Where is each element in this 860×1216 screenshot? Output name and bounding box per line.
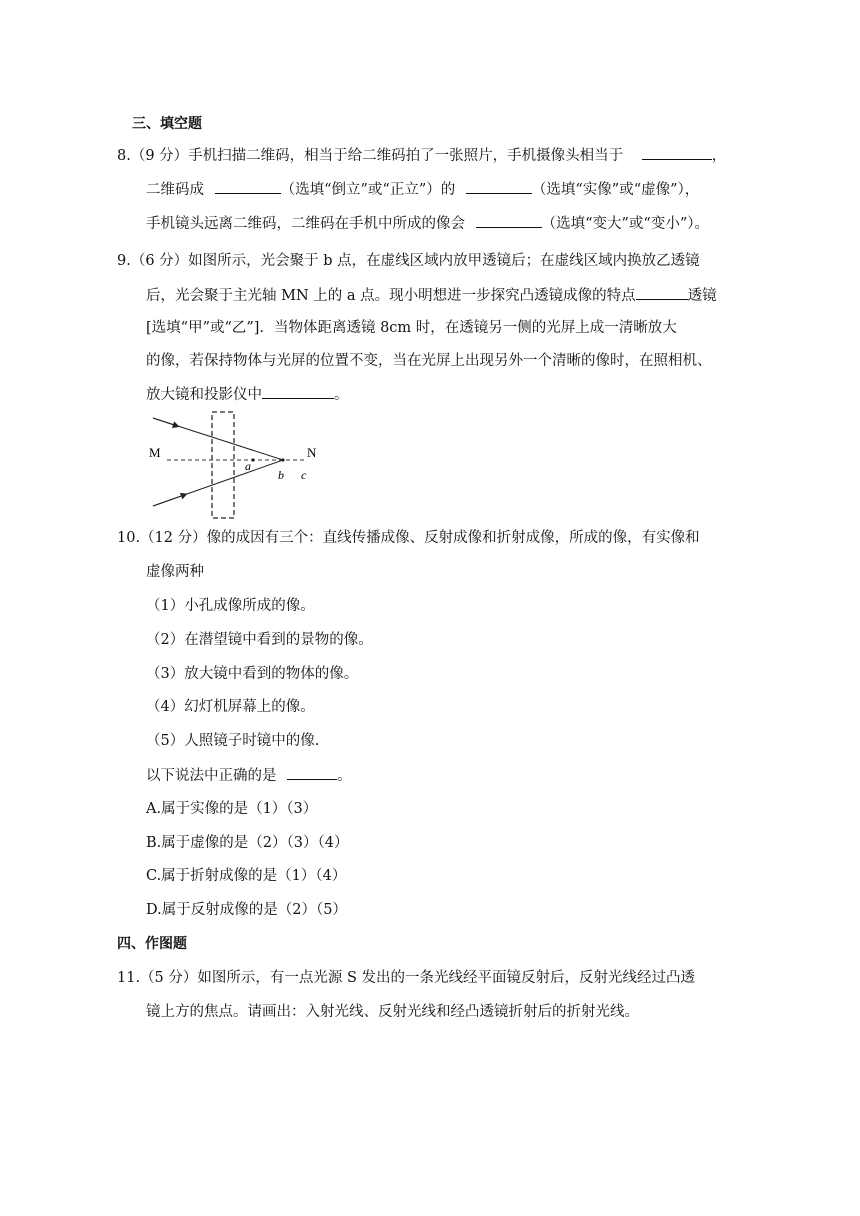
label-a: a	[245, 459, 251, 473]
q9-blank-1[interactable]	[636, 285, 688, 300]
q9-line-1: 9.（6 分）如图所示，光会聚于 b 点，在虚线区域内放甲透镜后；在虚线区域内换放乙透镜	[117, 253, 700, 269]
lower-ray-arrow	[153, 495, 185, 506]
q10-option-d[interactable]: D.属于反射成像的是（2）（5）	[146, 902, 347, 918]
q10-blank[interactable]	[287, 765, 337, 780]
q8-text: 8.（9 分）手机扫描二维码，相当于给二维码拍了一张照片，手机摄像头相当于	[117, 148, 624, 164]
dashed-lens-region	[212, 412, 234, 518]
upper-ray-arrow	[153, 418, 177, 426]
q10-text: 。	[337, 768, 352, 784]
section-title-fill-blank: 三、填空题	[132, 116, 202, 132]
q9-blank-2[interactable]	[262, 384, 334, 399]
q8-blank-3[interactable]	[466, 179, 532, 194]
q10-line-2: 虚像两种	[146, 564, 204, 580]
section-title-drawing: 四、作图题	[117, 936, 187, 952]
q8-text: （选填“倒立”或“正立”）的	[280, 182, 456, 198]
q9-text: 放大镜和投影仪中	[146, 387, 262, 403]
q9-text: 后，光会聚于主光轴 MN 上的 a 点。现小明想进一步探究凸透镜成像的特点	[146, 288, 636, 304]
q8-text: 手机镜头远离二维码，二维码在手机中所成的像会	[146, 216, 465, 232]
q10-item-2: （2）在潜望镜中看到的景物的像。	[146, 632, 373, 648]
q8-line-3	[146, 213, 709, 234]
q9-lens-figure	[145, 410, 330, 522]
label-b: b	[278, 468, 284, 482]
q10-text: 以下说法中正确的是	[146, 768, 277, 784]
q8-text: ，	[711, 148, 727, 164]
q8-text: （选填“实像”或“虚像”），	[531, 182, 700, 198]
q8-text: 二维码成	[146, 182, 204, 198]
q10-item-5: （5）人照镜子时镜中的像.	[146, 733, 320, 749]
q8-blank-2[interactable]	[215, 179, 281, 194]
q8-text: （选填“变大”或“变小”）。	[541, 216, 710, 232]
point-b-dot	[281, 458, 284, 461]
q10-option-b[interactable]: B.属于虚像的是（2）（3）（4）	[146, 835, 349, 851]
q10-prompt	[146, 765, 352, 786]
q9-text: 。	[334, 387, 349, 403]
q9-line-4: 的像，若保持物体与光屏的位置不变，当在光屏上出现另外一个清晰的像时，在照相机、	[146, 353, 712, 369]
q10-line-1: 10.（12 分）像的成因有三个：直线传播成像、反射成像和折射成像，所成的像，有实像和	[117, 530, 700, 546]
q8-line-2	[146, 179, 699, 200]
q10-option-c[interactable]: C.属于折射成像的是（1）（4）	[146, 868, 347, 884]
q10-item-3: （3）放大镜中看到的物体的像。	[146, 666, 359, 682]
q10-item-4: （4）幻灯机屏幕上的像。	[146, 699, 315, 715]
q9-line-3: [选填“甲”或“乙”]．当物体距离透镜 8cm 时，在透镜另一侧的光屏上成一清晰放大	[146, 320, 677, 336]
q8-blank-4[interactable]	[476, 213, 542, 228]
label-c: c	[301, 468, 307, 482]
q8-line-1	[117, 145, 726, 166]
q11-line-1: 11.（5 分）如图所示，有一点光源 S 发出的一条光线经平面镜反射后，反射光线经过凸透	[117, 970, 696, 986]
q10-option-a[interactable]: A.属于实像的是（1）（3）	[146, 801, 318, 817]
q11-line-2: 镜上方的焦点。请画出：入射光线、反射光线和经凸透镜折射后的折射光线。	[146, 1004, 639, 1020]
q9-line-2	[146, 285, 717, 306]
q9-line-5	[146, 384, 349, 405]
label-N: N	[307, 445, 317, 460]
q9-text: 透镜	[687, 288, 717, 304]
q10-item-1: （1）小孔成像所成的像。	[146, 598, 315, 614]
point-a-dot	[251, 458, 254, 461]
label-M: M	[149, 445, 161, 460]
q8-blank-1[interactable]	[642, 145, 712, 160]
